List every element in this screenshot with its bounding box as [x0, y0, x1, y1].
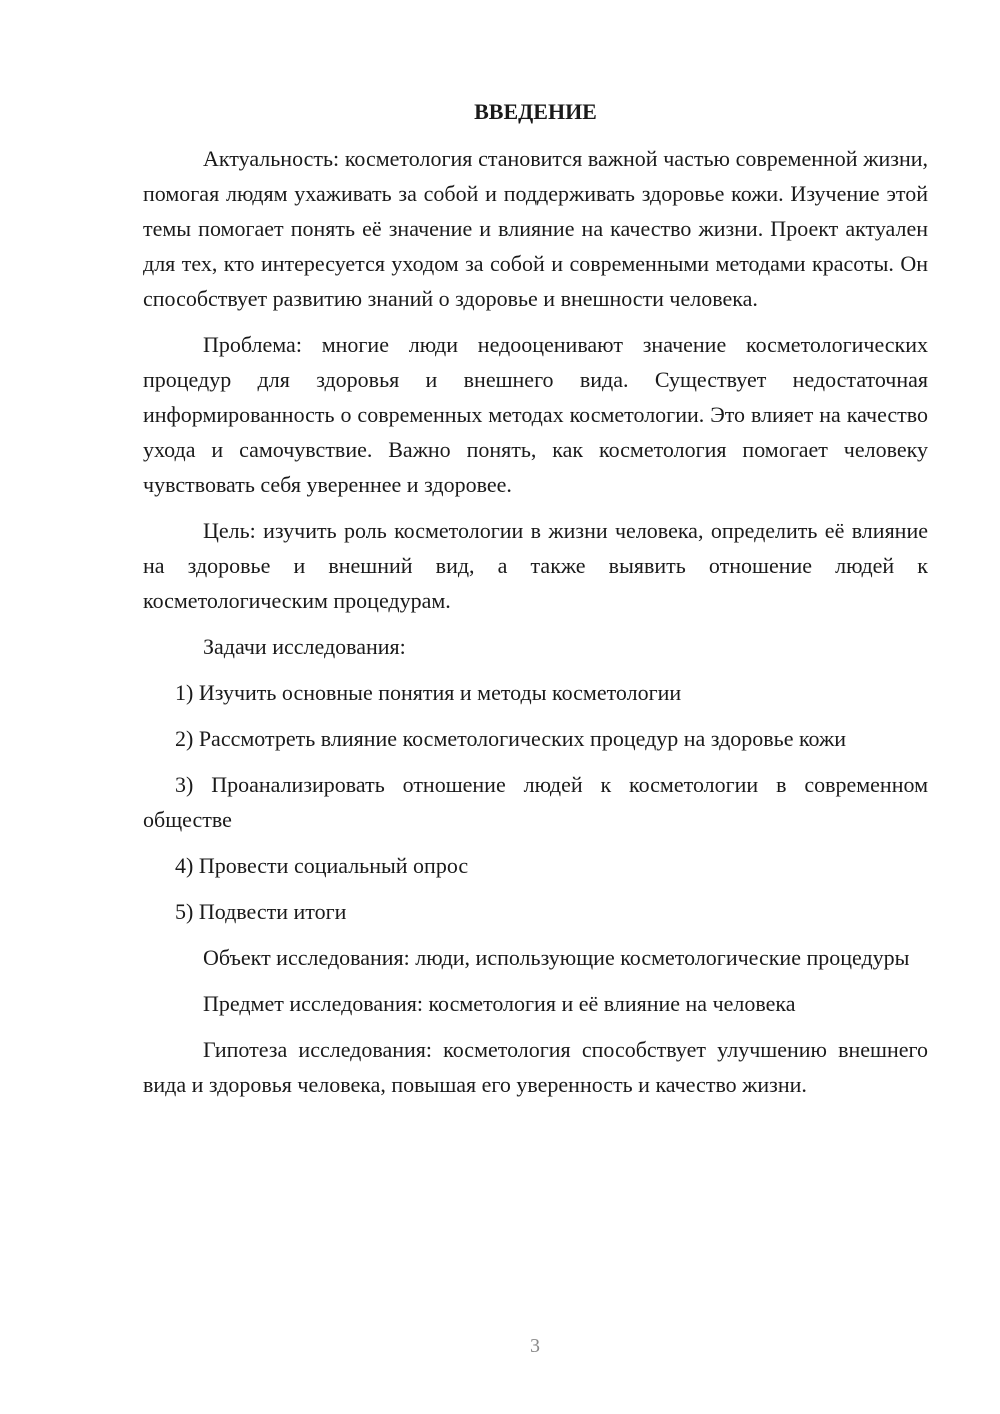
paragraph-relevance: Актуальность: косметология становится важной частью современной жизни, помогая людям ухаживать за собой и поддерживать здоровье кожи. Изучение этой темы помогает понять её значение и влияние на качество жизни. Проект актуален для тех, кто интересуется уходом за собой и современными методами красоты. Он способствует развитию знаний о здоровье и внешности человека.: [143, 146, 928, 311]
page-number: 3: [530, 1335, 540, 1357]
page-content: [143, 94, 928, 1113]
paragraph-hypothesis: Гипотеза исследования: косметология способствует улучшению внешнего вида и здоровья человека, повышая его уверенность и качество жизни.: [143, 1037, 928, 1097]
task-item: 2) Рассмотреть влияние косметологических процедур на здоровье кожи: [175, 726, 846, 751]
paragraph-goal: Цель: изучить роль косметологии в жизни человека, определить её влияние на здоровье и внешний вид, а также выявить отношение людей к косметологическим процедурам.: [143, 518, 928, 613]
task-item: 1) Изучить основные понятия и методы косметологии: [175, 680, 682, 705]
paragraph-subject: Предмет исследования: косметология и её влияние на человека: [203, 991, 796, 1016]
task-item: 5) Подвести итоги: [175, 899, 347, 924]
task-item: 3) Проанализировать отношение людей к косметологии в современном обществе: [143, 772, 928, 832]
task-item: 4) Провести социальный опрос: [175, 853, 469, 878]
paragraph-tasks-heading: Задачи исследования:: [203, 634, 406, 659]
paragraph-problem: Проблема: многие люди недооценивают значение косметологических процедур для здоровья и внешнего вида. Существует недостаточная информированность о современных методах косметологии. Это влияет на качество ухода и самочувствие. Важно понять, как косметология помогает человеку чувствовать себя увереннее и здоровее.: [143, 332, 928, 497]
paragraph-object: Объект исследования: люди, использующие косметологические процедуры: [203, 945, 910, 970]
section-title: ВВЕДЕНИЕ: [474, 99, 597, 124]
